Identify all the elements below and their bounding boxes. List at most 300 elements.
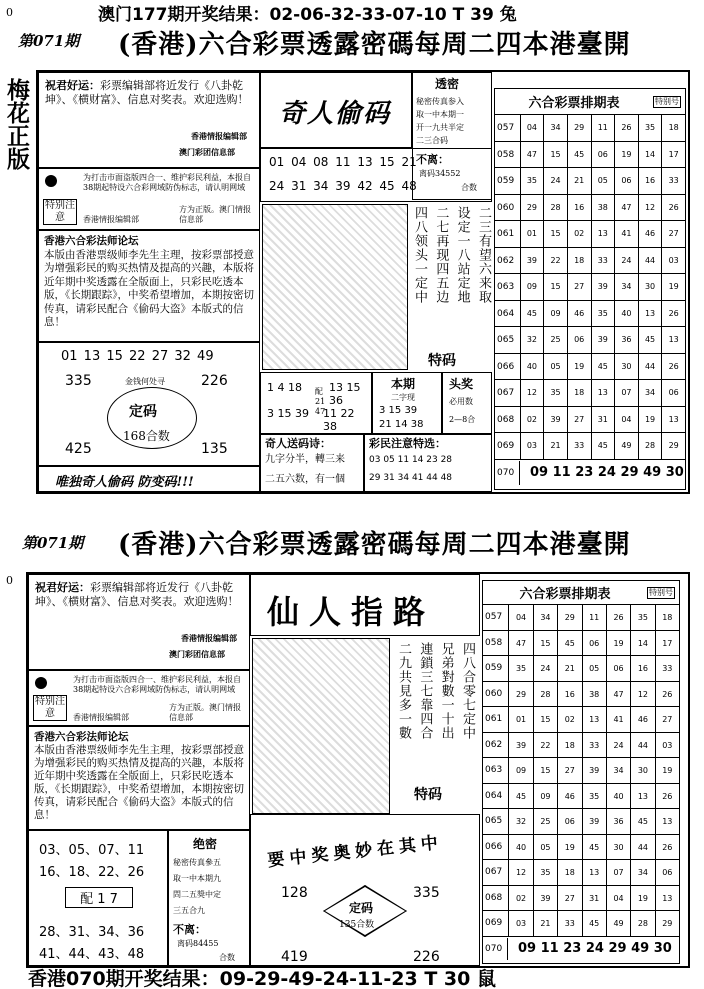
table-row — [495, 407, 685, 434]
row-number: 18 — [661, 115, 685, 141]
top-result-banner: 澳门177期开奖结果：02-06-32-33-07-10 T 39 兔 — [98, 5, 517, 25]
row-number: 29 — [661, 433, 685, 459]
row-number: 26 — [661, 354, 685, 380]
table-row — [495, 115, 685, 142]
notice-sign2-2: 方为正版。澳门情报信息部 — [169, 703, 241, 722]
row-number: 12 — [520, 380, 544, 406]
row-number: 15 — [533, 707, 557, 732]
forum-head: 香港六合彩法师论坛 — [44, 235, 139, 247]
row-number: 33 — [591, 248, 615, 274]
row-number: 13 — [638, 301, 662, 327]
special-pick-head: 彩民注意特选： — [369, 437, 446, 450]
row-number: 04 — [520, 115, 544, 141]
row-number: 18 — [567, 380, 591, 406]
secret2-head: 绝密 — [193, 837, 218, 851]
row-number: 35 — [638, 115, 662, 141]
greeting-head-2: 祝君好运： — [35, 581, 90, 594]
sign-hk-2: 香港情报编辑部 — [181, 633, 237, 643]
table-row — [495, 195, 685, 222]
special-label-2: 特码 — [414, 787, 442, 803]
row-issue: 062 — [497, 255, 515, 266]
center-title: 奇人偷码 — [279, 99, 392, 129]
row-number: 05 — [582, 656, 606, 681]
row-number: 09 — [520, 274, 544, 300]
head-prize-l2: 2—8合 — [449, 415, 476, 424]
row-number: 35 — [533, 860, 557, 885]
row-number: 02 — [520, 407, 544, 433]
row-number: 33 — [582, 733, 606, 758]
center-nums-1: 01 04 08 11 13 15 21 — [269, 155, 417, 169]
notice-tag-2: 特别注意 — [35, 696, 65, 719]
oval-box — [38, 342, 260, 466]
bomb-icon — [45, 175, 57, 187]
row-number: 04 — [508, 605, 532, 630]
row-number: 36 — [614, 327, 638, 353]
row-number: 31 — [591, 407, 615, 433]
sign-macau-2: 澳门彩团信息部 — [169, 649, 225, 659]
row-number: 06 — [591, 142, 615, 168]
row-number: 19 — [655, 758, 679, 783]
row-number: 24 — [533, 656, 557, 681]
lady-illustration — [252, 638, 390, 814]
row-number: 01 — [508, 707, 532, 732]
row-issue: 064 — [485, 790, 503, 801]
row-number: 29 — [520, 195, 544, 221]
row-number: 29 — [557, 605, 581, 630]
row-number: 12 — [630, 682, 654, 707]
row-issue: 065 — [497, 335, 515, 345]
table-rows — [495, 115, 685, 460]
row-issue: 066 — [485, 841, 503, 852]
table-row — [495, 274, 685, 301]
row-number: 16 — [630, 656, 654, 681]
special-pick-l1: 03 05 11 14 23 28 — [369, 455, 453, 465]
row-issue: 063 — [485, 765, 503, 775]
margin-zero: 0 — [6, 6, 13, 19]
pair-box — [28, 830, 168, 966]
row-number: 27 — [661, 221, 685, 247]
table-row — [483, 860, 679, 886]
row-number: 15 — [543, 221, 567, 247]
row-number: 44 — [630, 733, 654, 758]
head-prize-title: 头奖 — [449, 377, 474, 391]
issue-box — [372, 372, 442, 434]
row-number: 28 — [630, 911, 654, 936]
row-number: 15 — [533, 758, 557, 783]
table-row — [483, 911, 679, 937]
table-row — [483, 784, 679, 810]
secret2-l1: 秘密传真參五 — [173, 858, 221, 867]
row-number: 12 — [508, 860, 532, 885]
head-prize-box — [442, 372, 492, 434]
row-number: 39 — [520, 248, 544, 274]
row-number: 18 — [557, 860, 581, 885]
table-row — [495, 354, 685, 381]
row-number: 13 — [582, 860, 606, 885]
secret-box-2 — [168, 830, 250, 966]
table-rows-2 — [483, 605, 679, 937]
row-number: 27 — [557, 758, 581, 783]
diamond-box — [250, 814, 480, 966]
row-number: 03 — [655, 733, 679, 758]
table-row — [495, 221, 685, 248]
last-row-nums-2: 09 11 23 24 29 49 30 — [507, 938, 679, 960]
row-issue: 058 — [485, 637, 503, 648]
secret-he: 合数 — [461, 183, 477, 192]
special-pick-box — [364, 434, 492, 492]
notice-text-2: 为打击市面盗版四合一、维护彩民利益，本报自38期起特设六合彩网域防伪标志，请认明网域 — [73, 675, 241, 694]
row-number: 34 — [638, 380, 662, 406]
table-title: 六合彩票排期表 — [528, 96, 620, 111]
table-row — [495, 433, 685, 460]
row-number: 33 — [567, 433, 591, 459]
row-number: 24 — [614, 248, 638, 274]
row-number: 39 — [591, 274, 615, 300]
verse-line-4: 四八领头一定中 — [412, 206, 427, 304]
issue-box-l1: 二字现 — [391, 393, 415, 402]
row-number: 17 — [655, 631, 679, 656]
pair-l4: 41、44、43、48 — [39, 947, 145, 962]
sender-box — [260, 434, 364, 492]
row-number: 45 — [520, 301, 544, 327]
table-row — [483, 656, 679, 682]
row-number: 02 — [557, 707, 581, 732]
row-number: 31 — [582, 886, 606, 911]
row-number: 39 — [582, 758, 606, 783]
row-number: 26 — [655, 682, 679, 707]
sign-hk: 香港情报编辑部 — [191, 131, 247, 141]
row-number: 15 — [543, 274, 567, 300]
row-number: 09 — [543, 301, 567, 327]
head-prize-l1: 必用数 — [449, 397, 473, 406]
row-number: 01 — [520, 221, 544, 247]
row-number: 06 — [661, 380, 685, 406]
row-number: 45 — [630, 809, 654, 834]
row-number: 28 — [533, 682, 557, 707]
row-number: 46 — [557, 784, 581, 809]
row-number: 45 — [582, 911, 606, 936]
row-number: 22 — [533, 733, 557, 758]
secret-l4: 二三合码 — [416, 136, 448, 145]
row-number: 06 — [557, 809, 581, 834]
secret2-l3: 問二五獎中定 — [173, 890, 221, 899]
row-issue: 068 — [497, 414, 515, 425]
row-number: 46 — [567, 301, 591, 327]
row-number: 19 — [567, 354, 591, 380]
issue-box-l2: 3 15 39 — [379, 405, 418, 416]
row-number: 27 — [567, 407, 591, 433]
row-number: 13 — [655, 886, 679, 911]
row-number: 26 — [614, 115, 638, 141]
combo-r1: 13 15 36 — [329, 381, 361, 407]
row-issue: 064 — [497, 308, 515, 319]
row-number: 11 — [591, 115, 615, 141]
table-row — [483, 707, 679, 733]
row-number: 04 — [614, 407, 638, 433]
table-tag: 特别号 — [655, 96, 679, 106]
table-row — [495, 168, 685, 195]
row-issue: 066 — [497, 361, 515, 372]
notice-box — [38, 168, 260, 230]
row-number: 45 — [567, 142, 591, 168]
row-number: 38 — [582, 682, 606, 707]
greeting-text-2: 彩票编辑部将近发行《八卦乾坤》、《横财富》、信息对奖表。欢迎选购！ — [35, 581, 239, 608]
issue-box-l3: 21 14 38 — [379, 419, 424, 430]
row-number: 32 — [508, 809, 532, 834]
last-row-2 — [483, 937, 679, 961]
bomb-icon-2 — [35, 677, 47, 689]
verse-line-3: 二七再现四五边 — [433, 206, 449, 304]
row-number: 05 — [543, 354, 567, 380]
oval-count: 168合数 — [123, 429, 170, 443]
row-number: 21 — [543, 433, 567, 459]
table-row — [483, 835, 679, 861]
row-number: 49 — [614, 433, 638, 459]
last-row-label-2: 070 — [485, 943, 503, 954]
row-number: 44 — [638, 354, 662, 380]
pair-l3: 28、31、34、36 — [39, 925, 145, 940]
row-issue: 060 — [485, 688, 503, 699]
row-number: 34 — [606, 758, 630, 783]
row-number: 46 — [638, 221, 662, 247]
row-number: 30 — [614, 354, 638, 380]
row-number: 34 — [614, 274, 638, 300]
verse-line-2: 设定一八站定地 — [454, 206, 470, 304]
row-number: 26 — [606, 605, 630, 630]
forum-box-2 — [28, 726, 250, 830]
bottom-result-banner: 香港070期开奖结果：09-29-49-24-11-23 T 30 鼠 — [28, 968, 496, 989]
row-number: 03 — [661, 248, 685, 274]
row-number: 29 — [567, 115, 591, 141]
row-number: 07 — [614, 380, 638, 406]
row-number: 47 — [606, 682, 630, 707]
combo-l1: 1 4 18 — [267, 381, 302, 394]
row-number: 15 — [543, 142, 567, 168]
row-number: 30 — [606, 835, 630, 860]
row-number: 44 — [630, 835, 654, 860]
row-number: 18 — [655, 605, 679, 630]
row-number: 47 — [508, 631, 532, 656]
row-number: 49 — [606, 911, 630, 936]
combo-r2: 11 22 38 — [323, 407, 355, 433]
row-issue: 069 — [485, 918, 503, 928]
greeting-head: 祝君好运： — [45, 79, 100, 92]
row-number: 39 — [508, 733, 532, 758]
secret2-nl: 不离： — [173, 923, 206, 936]
center-title-box-2 — [250, 574, 480, 636]
notice-tag: 特别注意 — [45, 200, 75, 223]
greeting-text: 彩票编辑部将近发行《八卦乾坤》、《横财富》、信息对奖表。欢迎选购！ — [45, 79, 249, 106]
secret-l1: 秘密传真参入 — [416, 97, 464, 106]
row-number: 35 — [630, 605, 654, 630]
table-row — [495, 142, 685, 169]
row-issue: 063 — [497, 282, 515, 292]
row-number: 17 — [661, 142, 685, 168]
issue-label-2: 第071期 — [22, 534, 84, 552]
oval-right: 226 — [201, 373, 228, 389]
row-issue: 062 — [485, 739, 503, 750]
row-number: 40 — [606, 784, 630, 809]
row-number: 26 — [655, 835, 679, 860]
table-row — [483, 758, 679, 784]
verse2-line-3: 連鎖三七靠四合 — [417, 642, 433, 740]
sender-l1: 九字分半，轉三来 — [265, 454, 345, 465]
verse2-line-4: 二九共見多一數 — [396, 642, 411, 740]
row-number: 04 — [606, 886, 630, 911]
row-number: 32 — [520, 327, 544, 353]
row-number: 06 — [567, 327, 591, 353]
footer-slogan: 唯独奇人偷码 防变码!!! — [55, 475, 194, 490]
oval-left: 335 — [65, 373, 92, 389]
oval-title: 定码 — [129, 404, 157, 420]
table-row — [483, 605, 679, 631]
table-title-2: 六合彩票排期表 — [519, 587, 611, 602]
row-number: 30 — [638, 274, 662, 300]
row-number: 06 — [582, 631, 606, 656]
row-number: 44 — [638, 248, 662, 274]
row-number: 13 — [661, 407, 685, 433]
row-number: 03 — [508, 911, 532, 936]
notice-text: 为打击市面盗版四合一、维护彩民利益，本报自38期起特设六合彩网域防伪标志，请认明网域 — [83, 173, 251, 192]
row-number: 06 — [655, 860, 679, 885]
pair-l2: 16、18、22、26 — [39, 865, 145, 880]
row-number: 25 — [533, 809, 557, 834]
forum-text: 本版由香港票级师李先生主理，按彩票部授意为增强彩民的购买热情及提高的兴趣，本版将近年期中奖透露在全版面上，只彩民吃透本版，《长期跟踪》，中奖希望增加，本期按密切传真，请彩民配合《偷码大盗》本版式的信息！ — [44, 248, 254, 328]
table-tag-2: 特别号 — [649, 587, 673, 597]
combo-mid: 配 21 47 — [315, 387, 326, 416]
table-row — [483, 733, 679, 759]
table-row — [483, 886, 679, 912]
secret-l2: 取一中本期一 — [416, 110, 464, 119]
row-issue: 065 — [485, 816, 503, 826]
row-issue: 057 — [485, 612, 503, 622]
row-number: 35 — [520, 168, 544, 194]
row-number: 39 — [543, 407, 567, 433]
table-row — [495, 380, 685, 407]
forum-box — [38, 230, 260, 342]
row-number: 07 — [606, 860, 630, 885]
row-number: 02 — [508, 886, 532, 911]
row-number: 35 — [582, 784, 606, 809]
secret2-l2: 取一中本期九 — [173, 874, 221, 883]
forum-text-2: 本版由香港票级师李先生主理，按彩票部授意为增强彩民的购买热情及提高的兴趣，本版将近年期中奖透露在全版面上，只彩民吃透本版，《长期跟踪》，中奖希望增加，本期按密切传真，请彩民配合《偷码大盗》本版式的信息！ — [34, 744, 244, 821]
row-number: 29 — [508, 682, 532, 707]
notice-sign1: 香港情报编辑部 — [83, 215, 139, 224]
row-number: 34 — [533, 605, 557, 630]
row-issue: 068 — [485, 892, 503, 903]
row-number: 09 — [533, 784, 557, 809]
row-number: 18 — [557, 733, 581, 758]
row-number: 14 — [638, 142, 662, 168]
row-number: 45 — [582, 835, 606, 860]
center-title-2: 仙人指路 — [267, 593, 436, 631]
row-number: 35 — [508, 656, 532, 681]
table-row — [495, 248, 685, 275]
secret-head: 透密 — [435, 77, 460, 91]
row-number: 35 — [591, 301, 615, 327]
row-number: 40 — [508, 835, 532, 860]
greeting-box — [38, 72, 260, 168]
row-number: 33 — [557, 911, 581, 936]
row-number: 06 — [606, 656, 630, 681]
row-issue: 060 — [497, 202, 515, 213]
row-number: 12 — [638, 195, 662, 221]
table-row — [483, 809, 679, 835]
row-number: 18 — [567, 248, 591, 274]
row-number: 15 — [533, 631, 557, 656]
row-number: 45 — [591, 433, 615, 459]
sender-head: 奇人送码诗： — [265, 437, 331, 450]
row-number: 13 — [591, 380, 615, 406]
row-number: 47 — [520, 142, 544, 168]
special-pick-l2: 29 31 34 41 44 48 — [369, 473, 453, 483]
row-number: 29 — [655, 911, 679, 936]
center-title-box — [260, 72, 412, 148]
diamond-bl: 419 — [281, 949, 308, 965]
last-row — [495, 460, 685, 486]
verse-block — [410, 206, 492, 346]
row-number: 13 — [591, 221, 615, 247]
row-number: 28 — [638, 433, 662, 459]
row-number: 40 — [614, 301, 638, 327]
verse2-line-2: 兄弟對數一十出 — [438, 642, 454, 740]
last-row-nums: 09 11 23 24 29 49 30 — [519, 461, 685, 485]
row-number: 26 — [661, 195, 685, 221]
row-number: 19 — [630, 886, 654, 911]
row-number: 19 — [638, 407, 662, 433]
sender-l2: 二五六数，有一個 — [265, 474, 345, 485]
diamond-br: 226 — [413, 949, 440, 965]
verse2-line-1: 四八合零七定中 — [459, 642, 475, 740]
row-number: 45 — [508, 784, 532, 809]
row-number: 46 — [630, 707, 654, 732]
margin-zero-2: 0 — [6, 574, 13, 587]
secret2-he: 合数 — [219, 953, 235, 962]
row-number: 45 — [557, 631, 581, 656]
special-label: 特码 — [428, 353, 456, 369]
row-number: 03 — [520, 433, 544, 459]
row-number: 39 — [591, 327, 615, 353]
row-number: 33 — [661, 168, 685, 194]
sheet-title: (香港)六合彩票透露密碼每周二四本港臺開 — [118, 30, 631, 60]
issue-label: 第071期 — [18, 32, 80, 50]
secret-nl: 不离： — [416, 153, 449, 166]
center-nums-2: 24 31 34 39 42 45 48 — [269, 179, 417, 193]
schedule-table — [494, 88, 686, 490]
row-number: 41 — [606, 707, 630, 732]
last-row-label: 070 — [497, 467, 515, 478]
diamond-title: 定码 — [349, 901, 374, 915]
row-number: 05 — [591, 168, 615, 194]
row-number: 16 — [567, 195, 591, 221]
secret-l3: 开一九共半定 — [416, 123, 464, 132]
row-issue: 067 — [485, 867, 503, 877]
row-number: 21 — [567, 168, 591, 194]
horse-illustration — [262, 204, 408, 370]
oval-bottom-left: 425 — [65, 441, 92, 457]
notice-box-2 — [28, 670, 250, 726]
row-number: 25 — [543, 327, 567, 353]
diamond-tr: 335 — [413, 885, 440, 901]
sign-macau: 澳门彩团信息部 — [179, 147, 235, 157]
row-number: 21 — [557, 656, 581, 681]
combo-box — [260, 372, 372, 434]
row-issue: 069 — [497, 441, 515, 451]
row-number: 09 — [508, 758, 532, 783]
row-issue: 061 — [497, 229, 515, 239]
row-number: 47 — [614, 195, 638, 221]
nums-line: 01 13 15 22 27 32 49 — [61, 349, 214, 364]
